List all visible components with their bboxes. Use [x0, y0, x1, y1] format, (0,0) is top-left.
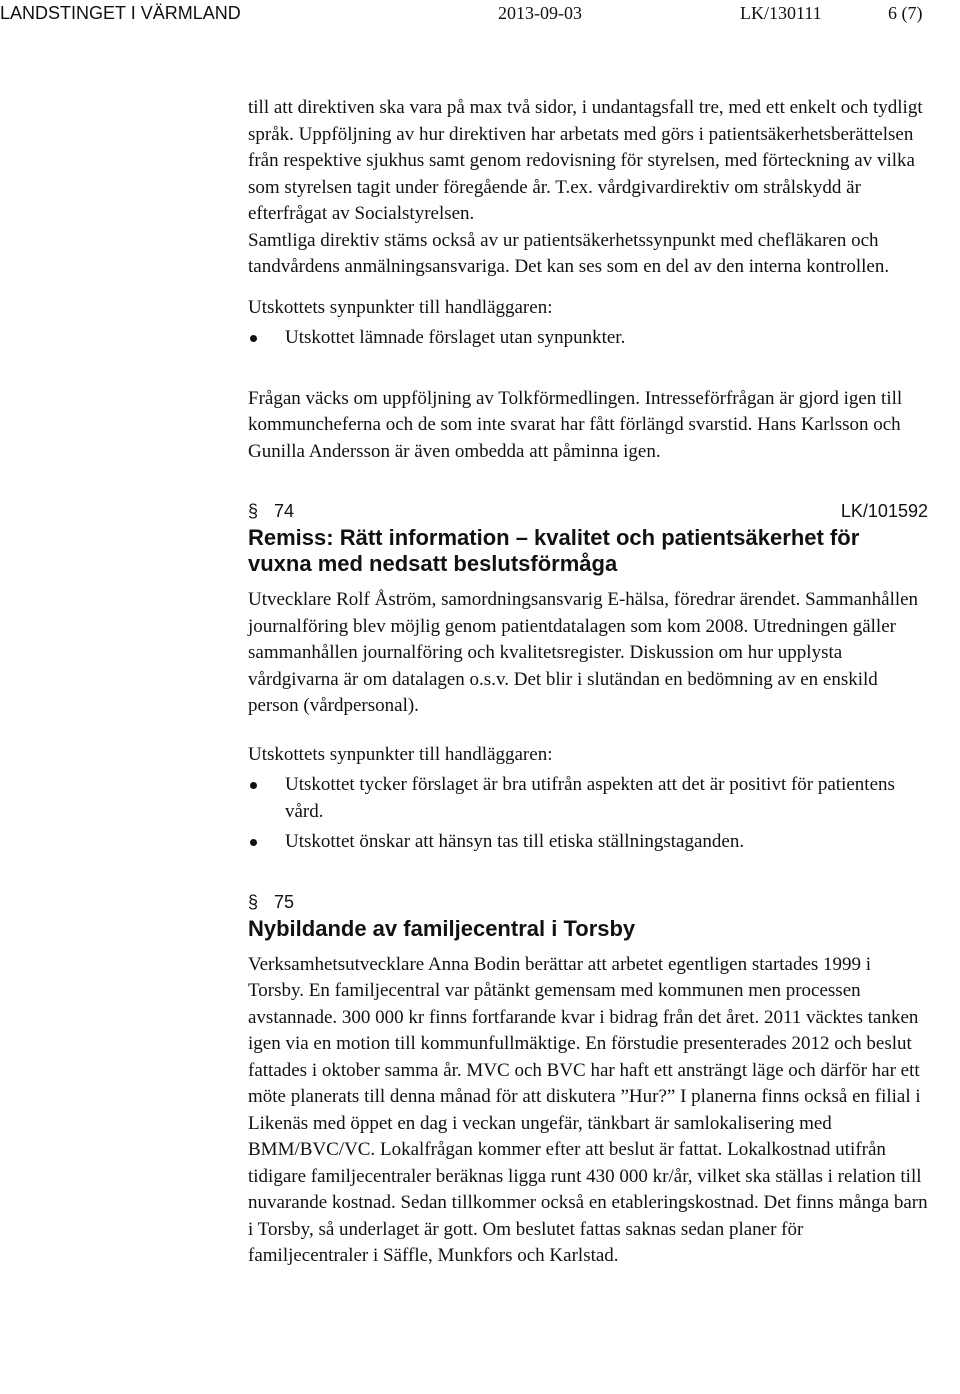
list-item-text: Utskottet tycker förslaget är bra utifrån aspekten att det är positivt för patientens vård. — [285, 774, 895, 822]
bullet-icon — [250, 335, 257, 342]
section-number: 75 — [274, 891, 295, 912]
list-item — [248, 325, 928, 352]
header-organization: LANDSTINGET I VÄRMLAND — [0, 3, 241, 23]
header-reference: LK/130111 — [740, 3, 822, 23]
intro-paragraph-3: Frågan väcks om uppföljning av Tolkförmedlingen. Intresseförfrågan är gjord igen till kommuncheferna och de som inte svarat har fått förlängd svarstid. Hans Karlsson och Gunilla Andersson är även ombedda att påminna igen. — [248, 387, 903, 462]
intro-paragraph-1: till att direktiven ska vara på max två sidor, i undantagsfall tre, med ett enkelt och tydligt språk. Uppföljning av hur direktiven har arbetats med görs i patientsäkerhetsberättelsen från respektive sjukhus samt genom redovisning för styrelsen, med förteckning av vilka som styrelsen tagit under föregående år. T.ex. vårdgivardirektiv om strålskydd är efterfrågat av Socialstyrelsen. — [248, 97, 923, 224]
list-item — [248, 772, 928, 825]
paragraph-sign: § — [248, 501, 259, 521]
section-75-header — [248, 890, 928, 914]
section-75-body: Verksamhetsutvecklare Anna Bodin berättar att arbetet egentligen startades 1999 i Torsby. En familjecentral var påtänkt gemensam med kommunen men processen avstannade. 300 000 kr finns fortfarande kvar i bidrag från det året. 2011 väcktes tanken igen via en motion till kommunfullmäktige. En förstudie presenterades 2012 och beslut fattades i oktober samma år. MVC och BVC har haft ett ansträngt läge och därför har ett möte planerats till denna månad för att diskutera ”Hur?” I planerna finns också en filial i Likenäs med öppet en dag i veckan ungefär, tänkbart är samlokalisering med BMM/BVC/VC. Lokalfrågan kommer efter att beslut är fattat. Lokalkostnad utifrån tidigare familjecentraler beräknas ligga runt 430 000 kr/år, vilket ska ställas i relation till nuvarande kostnad. Sedan tillkommer också en etableringskostnad. Det finns många barn i Torsby, så underlaget är gott. Om beslutet fattas saknas sedan planer för familjecentraler i Säffle, Munkfors och Karlstad. — [248, 953, 928, 1266]
committee-views-list — [248, 325, 928, 352]
intro-paragraph-2: Samtliga direktiv stäms också av ur patientsäkerhetssynpunkt med chefläkaren och tandvårdens anmälningsansvariga. Det kan ses som en del av den interna kontrollen. — [248, 229, 890, 277]
header-page-number: 6 (7) — [888, 3, 923, 23]
section-75-title: Nybildande av familjecentral i Torsby — [248, 915, 636, 941]
bullet-icon — [250, 782, 257, 789]
committee-views-heading: Utskottets synpunkter till handläggaren: — [248, 296, 553, 318]
section-reference: LK/101592 — [840, 501, 928, 521]
header-date: 2013-09-03 — [498, 3, 582, 23]
committee-views-list — [248, 772, 928, 856]
list-item-text: Utskottet lämnade förslaget utan synpunkter. — [285, 327, 626, 348]
list-item — [248, 829, 928, 856]
bullet-icon — [250, 839, 257, 846]
page-header — [0, 3, 960, 27]
document-body — [248, 95, 928, 1270]
section-74-body: Utvecklare Rolf Åström, samordningsansvarig E-hälsa, föredrar ärendet. Sammanhållen journalföring blev möjlig genom patientdatalagen som kom 2008. Utredningen gäller sammanhållen journalföring och kvalitetsregister. Diskussion om hur upplysta vårdgivarna är om datalagen o.s.v. Det blir i slutändan en bedömning av en enskild person (vårdpersonal). — [248, 589, 919, 716]
section-74-header — [248, 499, 928, 523]
section-74-title: Remiss: Rätt information – kvalitet och patientsäkerhet för vuxna med nedsatt beslutsförmåga — [248, 525, 860, 576]
committee-views-heading: Utskottets synpunkter till handläggaren: — [248, 743, 553, 765]
section-number: 74 — [274, 501, 295, 521]
paragraph-sign: § — [248, 891, 259, 912]
list-item-text: Utskottet önskar att hänsyn tas till etiska ställningstaganden. — [285, 831, 745, 852]
